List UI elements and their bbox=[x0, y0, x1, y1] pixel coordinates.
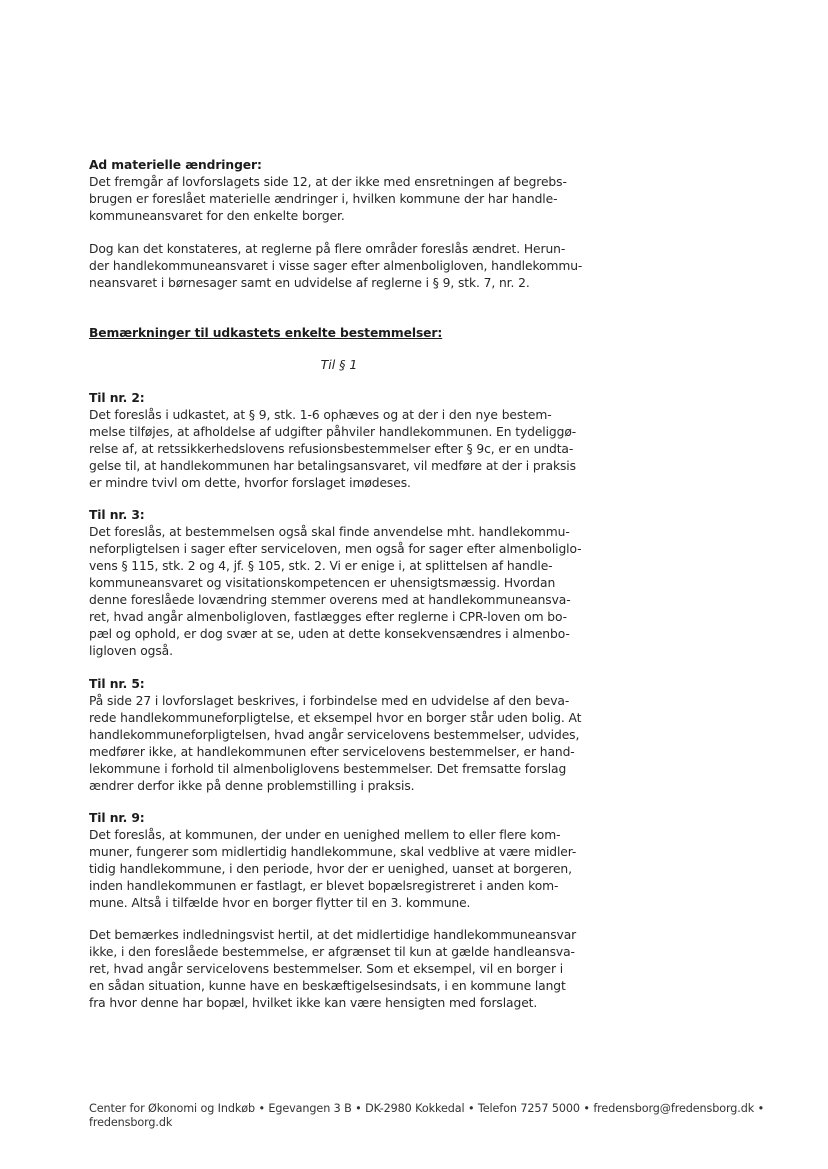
paragraph-line: denne foreslåede lovændring stemmer overens med at handlekommuneansva- bbox=[89, 593, 571, 607]
paragraph-line: Det fremgår af lovforslagets side 12, at der ikke med ensretningen af begrebs- bbox=[89, 175, 567, 189]
paragraph-line: vens § 115, stk. 2 og 4, jf. § 105, stk. 2. Vi er enige i, at splittelsen af handle- bbox=[89, 559, 553, 573]
paragraph-line: Det foreslås i udkastet, at § 9, stk. 1-6 ophæves og at der i den nye bestem- bbox=[89, 408, 552, 422]
paragraph-line: lekommune i forhold til almenboliglovens bestemmelser. Det fremsatte forslag bbox=[89, 762, 567, 776]
section-material-changes bbox=[89, 157, 589, 225]
paragraph-line: medfører ikke, at handlekommunen efter servicelovens bestemmelser, er hand- bbox=[89, 745, 575, 759]
paragraph-line: fra hvor denne har bopæl, hvilket ikke kan være hensigten med forslaget. bbox=[89, 996, 538, 1010]
paragraph-line: handlekommuneforpligtelsen, hvad angår servicelovens bestemmelser, udvides, bbox=[89, 728, 580, 742]
paragraph-line: brugen er foreslået materielle ændringer i, hvilken kommune der har handle- bbox=[89, 192, 558, 206]
section-heading: Til nr. 2: bbox=[89, 391, 145, 405]
paragraph-line: rede handlekommuneforpligtelse, et eksempel hvor en borger står uden bolig. At bbox=[89, 711, 582, 725]
paragraph-line: pæl og ophold, er dog svær at se, uden at dette konsekvensændres i almenbo- bbox=[89, 627, 570, 641]
paragraph-line: ændrer derfor ikke på denne problemstilling i praksis. bbox=[89, 779, 415, 793]
paragraph-line: Det foreslås, at bestemmelsen også skal finde anvendelse mht. handlekommu- bbox=[89, 525, 570, 539]
section-heading: Til nr. 5: bbox=[89, 677, 145, 691]
paragraph-line: ligloven også. bbox=[89, 644, 173, 658]
footer-address: Center for Økonomi og Indkøb • Egevangen 3 B • DK-2980 Kokkedal • Telefon 7257 5000 • fredensborg@fredensborg.dk • bbox=[89, 1102, 765, 1115]
section-remarks bbox=[89, 325, 589, 342]
paragraph-line: ikke, i den foreslåede bestemmelse, er afgrænset til kun at gælde handleansva- bbox=[89, 945, 575, 959]
footer bbox=[89, 1102, 769, 1130]
section-til-nr-9 bbox=[89, 810, 589, 912]
footer-website: fredensborg.dk bbox=[89, 1116, 173, 1129]
paragraph-line: ret, hvad angår almenboligloven, fastlægges efter reglerne i CPR-loven om bo- bbox=[89, 610, 567, 624]
paragraph-line: Det bemærkes indledningsvist hertil, at det midlertidige handlekommuneansvar bbox=[89, 928, 577, 942]
section-til-nr-3 bbox=[89, 507, 589, 660]
paragraph-line: Dog kan det konstateres, at reglerne på flere områder foreslås ændret. Herun- bbox=[89, 242, 566, 256]
paragraph-line: kommuneansvaret for den enkelte borger. bbox=[89, 209, 345, 223]
paragraph-line: mune. Altså i tilfælde hvor en borger flytter til en 3. kommune. bbox=[89, 896, 471, 910]
paragraph-line: ret, hvad angår servicelovens bestemmelser. Som et eksempel, vil en borger i bbox=[89, 962, 564, 976]
paragraph-line: melse tilføjes, at afholdelse af udgifter påhviler handlekommunen. En tydeliggø- bbox=[89, 425, 577, 439]
paragraph-line: neansvaret i børnesager samt en udvidelse af reglerne i § 9, stk. 7, nr. 2. bbox=[89, 276, 530, 290]
paragraph-line: relse af, at retssikkerhedslovens refusionsbestemmelser efter § 9c, er en undta- bbox=[89, 442, 574, 456]
section-heading: Til nr. 9: bbox=[89, 811, 145, 825]
centered-heading: Til § 1 bbox=[320, 357, 358, 372]
paragraph-line: gelse til, at handlekommunen har betalingsansvaret, vil medføre at der i praksis bbox=[89, 459, 576, 473]
paragraph-line: neforpligtelsen i sager efter serviceloven, men også for sager efter almenboliglo- bbox=[89, 542, 582, 556]
paragraph-temporary-responsibility bbox=[89, 927, 589, 1012]
paragraph-line: inden handlekommunen er fastlagt, er blevet bopælsregistreret i anden kom- bbox=[89, 879, 559, 893]
paragraph-line: På side 27 i lovforslaget beskrives, i forbindelse med en udvidelse af den beva- bbox=[89, 694, 570, 708]
paragraph-line: Det foreslås, at kommunen, der under en uenighed mellem to eller flere kom- bbox=[89, 828, 561, 842]
paragraph-line: er mindre tvivl om dette, hvorfor forslaget imødeses. bbox=[89, 476, 411, 490]
paragraph-line: kommuneansvaret og visitationskompetencen er uhensigtsmæssig. Hvordan bbox=[89, 576, 556, 590]
paragraph-line: muner, fungerer som midlertidig handlekommune, skal vedblive at være midler- bbox=[89, 845, 577, 859]
paragraph-line: tidig handlekommune, i den periode, hvor der er uenighed, uanset at borgeren, bbox=[89, 862, 572, 876]
section-heading: Ad materielle ændringer: bbox=[89, 158, 262, 172]
section-til-nr-5 bbox=[89, 676, 589, 795]
paragraph-rules-changed bbox=[89, 241, 589, 292]
paragraph-line: der handlekommuneansvaret i visse sager efter almenboligloven, handlekommu- bbox=[89, 259, 583, 273]
paragraph-line: en sådan situation, kunne have en beskæftigelsesindsats, i en kommune langt bbox=[89, 979, 566, 993]
remarks-heading: Bemærkninger til udkastets enkelte bestemmelser: bbox=[89, 326, 443, 340]
section-til-nr-2 bbox=[89, 390, 589, 492]
section-heading: Til nr. 3: bbox=[89, 508, 145, 522]
